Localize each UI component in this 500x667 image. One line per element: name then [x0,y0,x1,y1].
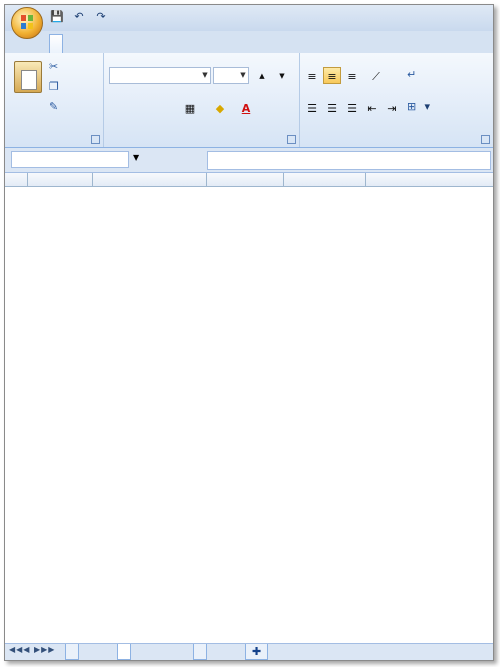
tab-view[interactable] [323,34,335,53]
align-right-icon[interactable]: ☰ [347,102,357,115]
underline-button[interactable] [149,99,167,116]
align-middle-icon[interactable]: ≡ [323,67,341,84]
chevron-down-icon: ▼ [240,71,246,79]
clipboard-launcher-icon[interactable] [91,135,100,144]
brush-icon: ✎ [49,100,59,113]
select-all-corner[interactable] [5,173,28,187]
office-button[interactable] [11,7,43,39]
office-logo-icon [20,14,34,30]
align-left-icon[interactable]: ☰ [307,102,317,115]
notice-text [28,188,493,428]
name-box[interactable] [11,151,129,168]
sheet-tab-bar [5,643,493,661]
format-painter-button[interactable] [49,99,63,115]
tab-home[interactable] [49,34,63,54]
ribbon-tabs [5,31,493,53]
worksheet[interactable] [5,173,493,643]
clipboard-icon [14,61,42,93]
font-color-icon[interactable]: A [241,102,251,115]
tab-insert[interactable] [93,34,105,53]
sheet-tab-unit-print[interactable] [117,644,131,660]
tab-formulas[interactable] [195,34,207,53]
title-bar [5,5,493,31]
grow-font-button[interactable]: ▲ [259,72,265,80]
excel-window [4,4,494,661]
undo-icon[interactable]: ↶ [74,10,84,23]
font-launcher-icon[interactable] [287,135,296,144]
sheet-tab-sheet1[interactable] [65,644,79,660]
sheet-tab-sheet3[interactable] [193,644,207,660]
chevron-down-icon: ▼ [202,71,208,79]
align-bottom-icon[interactable]: ≡ [347,70,357,83]
tab-review[interactable] [283,34,295,53]
cut-button[interactable] [49,59,63,75]
tab-addins[interactable] [363,34,375,53]
copy-icon: ❐ [49,80,59,93]
copy-button[interactable] [49,79,63,95]
merge-icon: ⊞ [407,100,417,113]
alignment-group [299,53,493,147]
borders-icon[interactable]: ▦ [184,102,196,115]
align-top-icon[interactable]: ≡ [307,70,317,83]
increase-indent-icon[interactable]: ⇥ [387,102,397,115]
phonetic-button[interactable] [267,99,285,116]
font-group [103,53,300,147]
shrink-font-button[interactable]: ▼ [279,72,285,80]
tab-data[interactable] [241,34,253,53]
alignment-launcher-icon[interactable] [481,135,490,144]
bold-button[interactable] [109,99,127,116]
save-icon[interactable]: 💾 [50,10,64,23]
insert-sheet-icon[interactable]: ✚ [245,644,268,660]
col-header-c[interactable] [207,173,284,187]
ribbon [5,53,493,148]
tab-page-layout[interactable] [137,34,149,53]
decrease-indent-icon[interactable]: ⇤ [367,102,377,115]
clipboard-group [5,53,104,147]
sheet-nav-arrows-icon[interactable]: ◀◀◀ ▶▶▶ [9,645,56,654]
col-header-d[interactable] [284,173,366,187]
redo-icon[interactable]: ↷ [96,10,106,23]
font-name-select[interactable] [109,67,211,84]
align-center-icon[interactable]: ☰ [327,102,337,115]
wrap-text-button[interactable] [407,67,421,83]
col-header-b[interactable] [93,173,207,187]
italic-button[interactable] [129,99,147,116]
formula-input[interactable] [207,151,491,170]
col-header-a[interactable] [28,173,93,187]
orientation-icon[interactable]: ⟋ [372,70,380,83]
name-box-dropdown-icon[interactable]: ▼ [133,153,140,162]
merge-center-button[interactable]: ⊞ ▾ [407,100,431,113]
col-header-e[interactable] [366,173,493,187]
scissors-icon: ✂ [49,60,59,73]
formula-bar [5,148,493,173]
quick-access-toolbar [49,9,109,25]
wrap-text-icon: ↵ [407,68,417,81]
font-size-select[interactable] [213,67,249,84]
paste-button[interactable] [11,61,45,121]
fill-color-icon[interactable]: ◆ [215,102,225,115]
